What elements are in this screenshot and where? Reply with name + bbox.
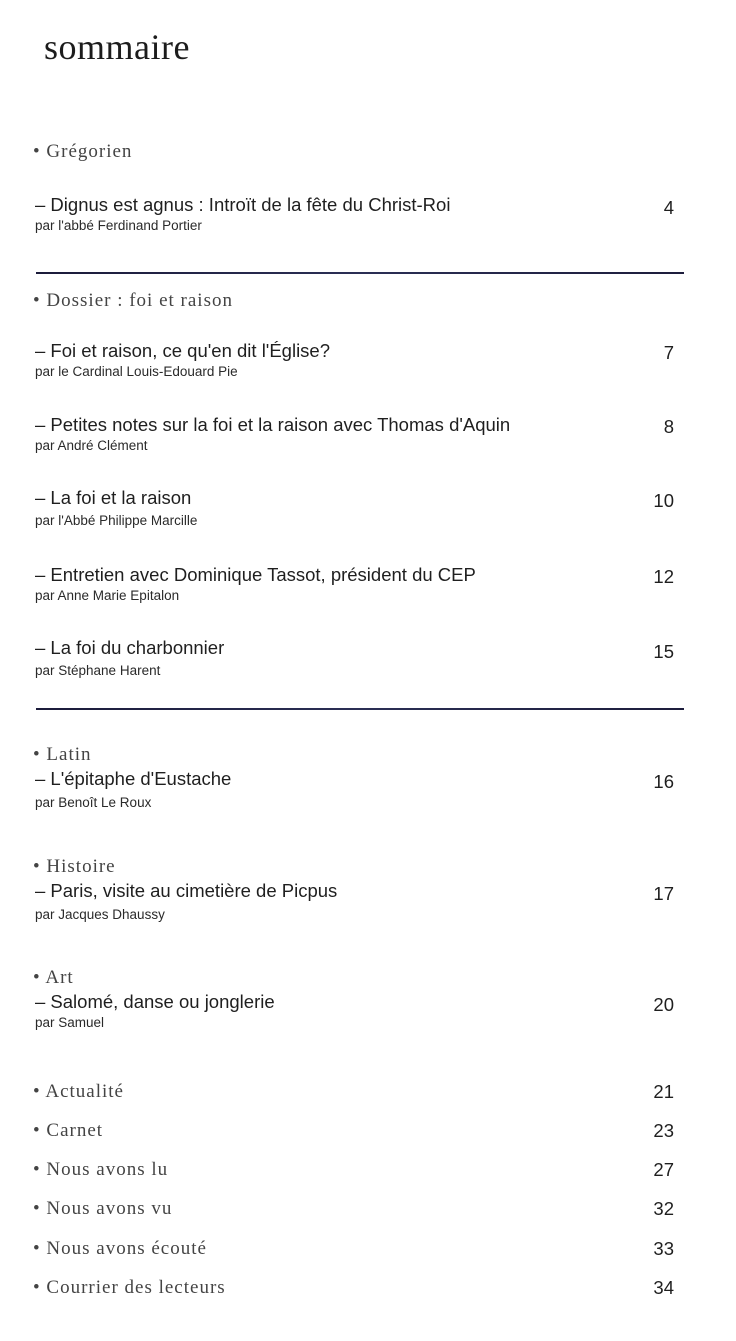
entry-title[interactable]: – Paris, visite au cimetière de Picpus: [35, 880, 338, 901]
entry-title[interactable]: – Petites notes sur la foi et la raison avec Thomas d'Aquin: [35, 414, 511, 435]
entry-author: par Benoît Le Roux: [35, 795, 152, 810]
rubrique-label[interactable]: • Carnet: [33, 1120, 104, 1141]
entry-author: par Samuel: [35, 1015, 105, 1030]
entry-title[interactable]: – Foi et raison, ce qu'en dit l'Église?: [35, 340, 331, 361]
entry-page[interactable]: 16: [653, 771, 674, 792]
section-dossier: • Dossier : foi et raison: [33, 290, 233, 311]
entry-page[interactable]: 15: [653, 641, 674, 662]
section-histoire: • Histoire: [33, 856, 116, 877]
entry-title[interactable]: – Dignus est agnus : Introït de la fête du Christ-Roi: [35, 194, 451, 215]
entry-page[interactable]: 17: [653, 883, 674, 904]
rubrique-page[interactable]: 34: [653, 1277, 674, 1298]
rubrique-page[interactable]: 33: [653, 1238, 674, 1259]
entry-page[interactable]: 10: [653, 490, 674, 511]
rubrique-label[interactable]: • Courrier des lecteurs: [33, 1277, 226, 1298]
rubrique-label[interactable]: • Nous avons lu: [33, 1159, 169, 1180]
entry-author: par l'abbé Ferdinand Portier: [35, 218, 202, 233]
entry-author: par l'Abbé Philippe Marcille: [35, 513, 198, 528]
section-gregorien: • Grégorien: [33, 141, 133, 162]
entry-page[interactable]: 7: [663, 342, 674, 363]
entry-page[interactable]: 12: [653, 566, 674, 587]
rubrique-label[interactable]: • Nous avons vu: [33, 1198, 173, 1219]
entry-author: par Jacques Dhaussy: [35, 907, 165, 922]
entry-title[interactable]: – L'épitaphe d'Eustache: [35, 768, 232, 789]
entry-author: par André Clément: [35, 438, 148, 453]
rubrique-page[interactable]: 21: [653, 1081, 674, 1102]
entry-title[interactable]: – La foi du charbonnier: [35, 637, 225, 658]
rubrique-label[interactable]: • Nous avons écouté: [33, 1238, 207, 1259]
entry-author: par Stéphane Harent: [35, 663, 161, 678]
rubrique-page[interactable]: 23: [653, 1120, 674, 1141]
entry-title[interactable]: – La foi et la raison: [35, 487, 192, 508]
page-title: sommaire: [44, 27, 190, 67]
divider: [36, 708, 684, 710]
entry-title[interactable]: – Entretien avec Dominique Tassot, président du CEP: [35, 564, 476, 585]
entry-author: par le Cardinal Louis-Edouard Pie: [35, 364, 238, 379]
divider: [36, 272, 684, 274]
rubrique-page[interactable]: 32: [653, 1198, 674, 1219]
section-latin: • Latin: [33, 744, 92, 765]
entry-page[interactable]: 8: [663, 416, 674, 437]
entry-page[interactable]: 4: [663, 197, 674, 218]
rubrique-page[interactable]: 27: [653, 1159, 674, 1180]
entry-author: par Anne Marie Epitalon: [35, 588, 180, 603]
rubrique-label[interactable]: • Actualité: [33, 1081, 124, 1102]
section-art: • Art: [33, 967, 74, 988]
entry-page[interactable]: 20: [653, 994, 674, 1015]
entry-title[interactable]: – Salomé, danse ou jonglerie: [35, 991, 275, 1012]
